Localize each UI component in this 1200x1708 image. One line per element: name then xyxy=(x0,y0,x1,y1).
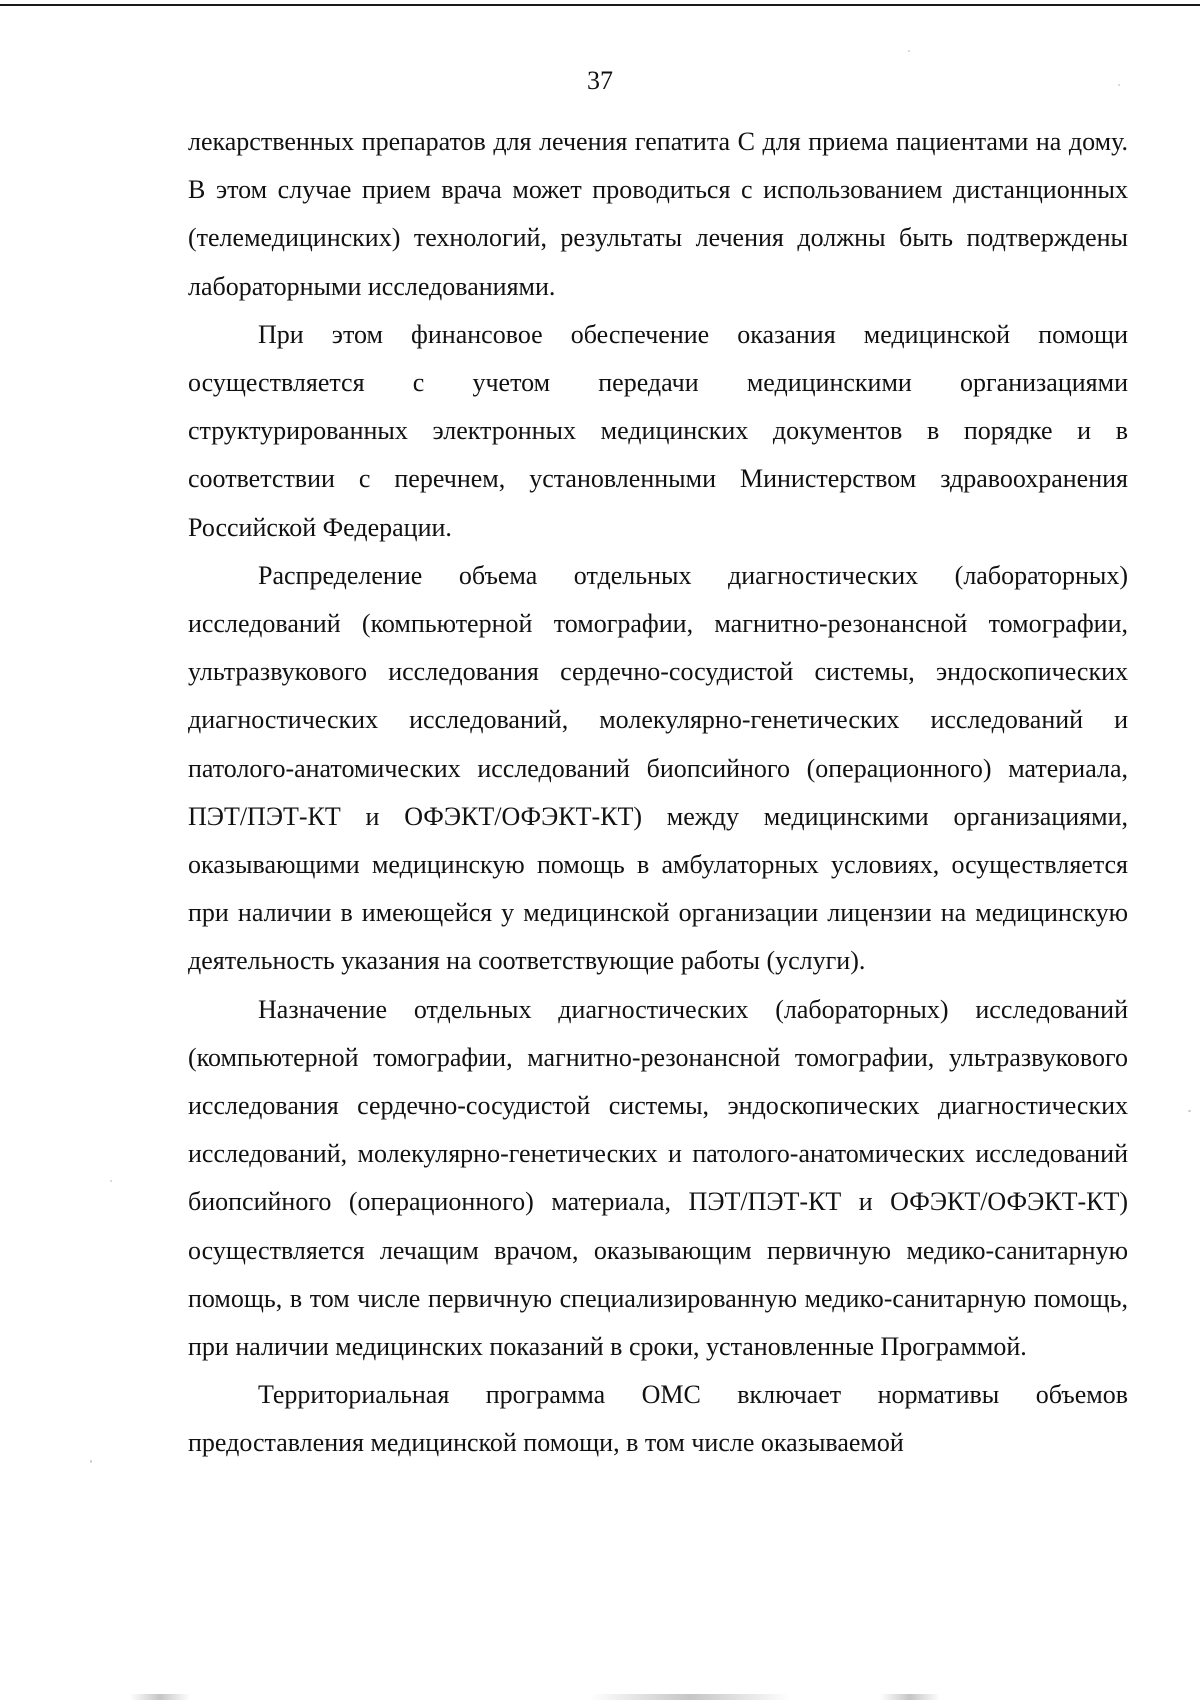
scan-speck xyxy=(1188,1110,1191,1112)
scan-smudge xyxy=(880,1694,940,1700)
scan-speck xyxy=(90,1460,92,1463)
scan-speck xyxy=(1118,84,1120,86)
paragraph-5: Территориальная программа ОМС включает нормативы объемов предоставления медицинской помощи, в том числе оказываемой xyxy=(188,1380,1128,1458)
top-border-line xyxy=(0,4,1200,6)
scan-speck xyxy=(110,1180,112,1182)
paragraph-4: Назначение отдельных диагностических (лабораторных) исследований (компьютерной томографии, магнитно-резонансной томографии, ультразвукового исследования сердечно-сосудистой системы, эндоскопических диагностических исследований, молекулярно-генетических и патолого-анатомических исследований биопсийного (операционного) материала, ПЭТ/ПЭТ-КТ и ОФЭКТ/ОФЭКТ-КТ) осуществляется лечащим врачом, оказывающим первичную медико-санитарную помощь, в том числе первичную специализированную медико-санитарную помощь, при наличии медицинских показаний в сроки, установленные Программой. xyxy=(188,994,1128,1362)
paragraph-2: При этом финансовое обеспечение оказания медицинской помощи осуществляется с учетом передачи медицинскими организациями структурированных электронных медицинских документов в порядке и в соответствии с перечнем, установленными Министерством здравоохранения Российской Федерации. xyxy=(188,319,1128,542)
page-number: 37 xyxy=(587,66,613,95)
scan-smudge xyxy=(130,1694,190,1700)
paragraph-1: лекарственных препаратов для лечения гепатита С для приема пациентами на дому. В этом случае прием врача может проводиться с использованием дистанционных (телемедицинских) технологий, результаты лечения должны быть подтверждены лабораторными исследованиями. xyxy=(188,127,1128,301)
document-body xyxy=(188,118,1128,1468)
paragraph-3: Распределение объема отдельных диагностических (лабораторных) исследований (компьютерной томографии, магнитно-резонансной томографии, ультразвукового исследования сердечно-сосудистой системы, эндоскопических диагностических исследований, молекулярно-генетических исследований и патолого-анатомических исследований биопсийного (операционного) материала, ПЭТ/ПЭТ-КТ и ОФЭКТ/ОФЭКТ-КТ) между медицинскими организациями, оказывающими медицинскую помощь в амбулаторных условиях, осуществляется при наличии в имеющейся у медицинской организации лицензии на медицинскую деятельность указания на соответствующие работы (услуги). xyxy=(188,560,1128,976)
scan-speck xyxy=(908,50,910,52)
scan-smudge xyxy=(590,1694,790,1700)
